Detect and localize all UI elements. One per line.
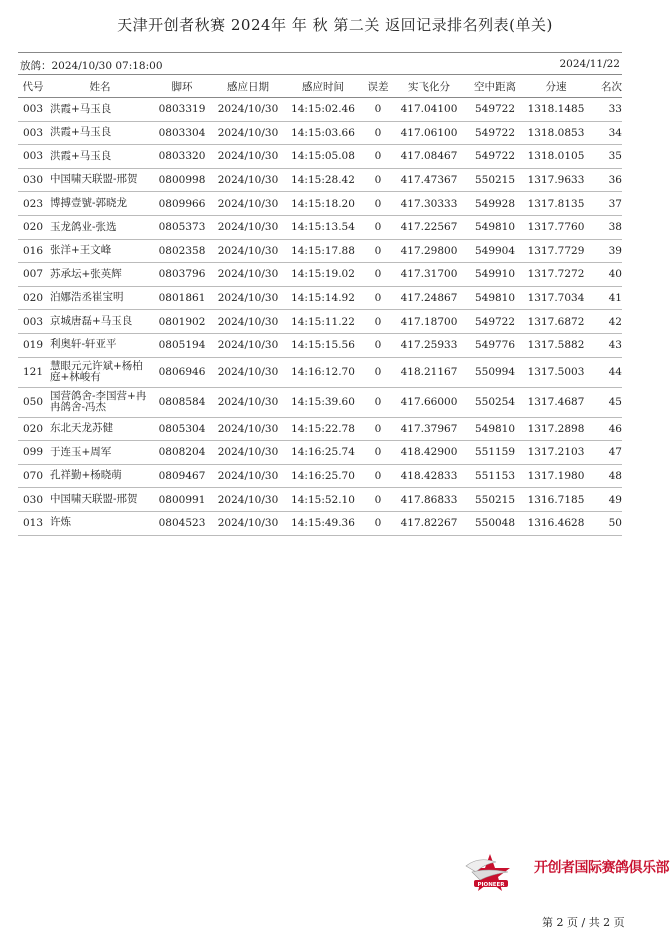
cell-code: 020 [18,286,48,310]
cell-ring: 0805373 [152,215,212,239]
cell-name: 中国啸天联盟-邢贺 [48,168,152,192]
cell-date: 2024/10/30 [212,464,284,488]
cell-fly: 417.04100 [394,98,464,122]
cell-code: 023 [18,192,48,216]
page-title: 天津开创者秋赛 2024年 年 秋 第二关 返回记录排名列表(单关) [117,16,553,34]
cell-err: 0 [362,357,394,387]
col-header-ring: 脚环 [152,75,212,98]
cell-fly: 417.82267 [394,511,464,535]
cell-dist: 550048 [464,511,526,535]
cell-err: 0 [362,239,394,263]
cell-ring: 0809966 [152,192,212,216]
cell-speed: 1317.7760 [526,215,586,239]
col-header-speed: 分速 [526,75,586,98]
cell-fly: 417.18700 [394,310,464,334]
cell-time: 14:16:25.74 [284,441,362,465]
cell-name: 许炼 [48,511,152,535]
cell-name: 玉龙鸽业-张选 [48,215,152,239]
cell-fly: 417.29800 [394,239,464,263]
cell-fly: 418.42833 [394,464,464,488]
table-row [18,357,622,387]
cell-ring: 0808584 [152,387,212,417]
cell-time: 14:16:25.70 [284,464,362,488]
cell-speed: 1317.4687 [526,387,586,417]
cell-code: 121 [18,357,48,387]
cell-date: 2024/10/30 [212,239,284,263]
cell-err: 0 [362,488,394,512]
cell-dist: 550254 [464,387,526,417]
cell-dist: 549722 [464,121,526,145]
cell-dist: 550994 [464,357,526,387]
cell-dist: 550215 [464,488,526,512]
cell-rank: 46 [586,417,622,441]
col-header-name: 姓名 [48,75,152,98]
col-header-date: 感应日期 [212,75,284,98]
cell-speed: 1317.7729 [526,239,586,263]
cell-ring: 0800991 [152,488,212,512]
cell-date: 2024/10/30 [212,488,284,512]
cell-err: 0 [362,215,394,239]
cell-time: 14:15:52.10 [284,488,362,512]
cell-fly: 417.24867 [394,286,464,310]
cell-code: 099 [18,441,48,465]
cell-name: 孔祥勤+杨晓萌 [48,464,152,488]
cell-rank: 37 [586,192,622,216]
table-row [18,168,622,192]
cell-date: 2024/10/30 [212,192,284,216]
cell-rank: 33 [586,98,622,122]
cell-rank: 41 [586,286,622,310]
cell-date: 2024/10/30 [212,121,284,145]
cell-fly: 417.08467 [394,145,464,169]
cell-time: 14:15:11.22 [284,310,362,334]
cell-name: 洪霞+马玉良 [48,145,152,169]
cell-time: 14:15:22.78 [284,417,362,441]
cell-code: 003 [18,310,48,334]
cell-code: 030 [18,488,48,512]
cell-rank: 36 [586,168,622,192]
cell-speed: 1318.0105 [526,145,586,169]
cell-fly: 417.22567 [394,215,464,239]
cell-speed: 1317.7034 [526,286,586,310]
cell-code: 050 [18,387,48,417]
cell-speed: 1317.7272 [526,263,586,287]
table-row [18,417,622,441]
cell-err: 0 [362,286,394,310]
cell-err: 0 [362,387,394,417]
cell-date: 2024/10/30 [212,145,284,169]
cell-name: 中国啸天联盟-邢贺 [48,488,152,512]
cell-ring: 0804523 [152,511,212,535]
cell-fly: 417.86833 [394,488,464,512]
cell-rank: 47 [586,441,622,465]
table-row [18,310,622,334]
cell-code: 003 [18,145,48,169]
cell-name: 张洋+王文峰 [48,239,152,263]
cell-speed: 1318.0853 [526,121,586,145]
cell-date: 2024/10/30 [212,286,284,310]
cell-rank: 45 [586,387,622,417]
cell-speed: 1316.4628 [526,511,586,535]
cell-dist: 551159 [464,441,526,465]
cell-speed: 1318.1485 [526,98,586,122]
cell-dist: 549776 [464,333,526,357]
cell-date: 2024/10/30 [212,263,284,287]
cell-time: 14:15:02.46 [284,98,362,122]
cell-fly: 417.25933 [394,333,464,357]
cell-dist: 549810 [464,286,526,310]
cell-ring: 0803304 [152,121,212,145]
cell-dist: 549722 [464,310,526,334]
cell-date: 2024/10/30 [212,417,284,441]
cell-date: 2024/10/30 [212,168,284,192]
meta-bar [18,52,622,75]
cell-code: 016 [18,239,48,263]
cell-err: 0 [362,121,394,145]
cell-speed: 1317.9633 [526,168,586,192]
cell-time: 14:15:39.60 [284,387,362,417]
table-row [18,121,622,145]
cell-code: 003 [18,98,48,122]
cell-time: 14:15:13.54 [284,215,362,239]
cell-time: 14:15:49.36 [284,511,362,535]
table-row [18,192,622,216]
cell-time: 14:15:19.02 [284,263,362,287]
cell-rank: 44 [586,357,622,387]
cell-code: 030 [18,168,48,192]
cell-time: 14:15:05.08 [284,145,362,169]
cell-fly: 417.30333 [394,192,464,216]
table-row [18,464,622,488]
table-row [18,333,622,357]
cell-name: 京城唐磊+马玉良 [48,310,152,334]
cell-fly: 417.47367 [394,168,464,192]
print-date: 2024/11/22 [559,58,620,70]
cell-speed: 1317.2898 [526,417,586,441]
cell-ring: 0802358 [152,239,212,263]
table-row [18,441,622,465]
col-header-distance: 空中距离 [464,75,526,98]
cell-name: 东北天龙苏健 [48,417,152,441]
cell-dist: 549904 [464,239,526,263]
cell-rank: 39 [586,239,622,263]
cell-dist: 549910 [464,263,526,287]
cell-name: 洪霞+马玉良 [48,121,152,145]
cell-rank: 50 [586,511,622,535]
cell-err: 0 [362,441,394,465]
cell-err: 0 [362,310,394,334]
cell-code: 007 [18,263,48,287]
col-header-code: 代号 [18,75,48,98]
cell-speed: 1317.6872 [526,310,586,334]
cell-dist: 549928 [464,192,526,216]
cell-code: 013 [18,511,48,535]
cell-code: 070 [18,464,48,488]
cell-rank: 40 [586,263,622,287]
table-row [18,387,622,417]
cell-speed: 1317.1980 [526,464,586,488]
cell-code: 019 [18,333,48,357]
cell-code: 020 [18,215,48,239]
cell-date: 2024/10/30 [212,333,284,357]
cell-ring: 0803319 [152,98,212,122]
cell-time: 14:15:15.56 [284,333,362,357]
cell-err: 0 [362,511,394,535]
cell-ring: 0808204 [152,441,212,465]
table-row [18,511,622,535]
cell-rank: 35 [586,145,622,169]
cell-rank: 38 [586,215,622,239]
cell-dist: 549722 [464,98,526,122]
cell-date: 2024/10/30 [212,215,284,239]
cell-ring: 0803320 [152,145,212,169]
cell-date: 2024/10/30 [212,511,284,535]
cell-fly: 418.21167 [394,357,464,387]
col-header-fly: 实飞化分 [394,75,464,98]
cell-fly: 417.66000 [394,387,464,417]
ranking-table [18,74,622,536]
cell-err: 0 [362,98,394,122]
cell-err: 0 [362,333,394,357]
cell-time: 14:15:17.88 [284,239,362,263]
table-row [18,145,622,169]
cell-date: 2024/10/30 [212,357,284,387]
cell-time: 14:15:14.92 [284,286,362,310]
cell-name: 慧眼元元许斌+杨柏庭+林峻有 [48,357,152,387]
cell-err: 0 [362,417,394,441]
cell-name: 国营鸽舍-李国营+冉冉鸽舍-冯杰 [48,387,152,417]
cell-ring: 0805194 [152,333,212,357]
cell-ring: 0805304 [152,417,212,441]
cell-err: 0 [362,464,394,488]
cell-fly: 417.06100 [394,121,464,145]
cell-time: 14:15:18.20 [284,192,362,216]
cell-err: 0 [362,192,394,216]
cell-rank: 42 [586,310,622,334]
cell-dist: 549810 [464,215,526,239]
cell-time: 14:15:03.66 [284,121,362,145]
cell-speed: 1317.5003 [526,357,586,387]
cell-speed: 1317.8135 [526,192,586,216]
cell-ring: 0806946 [152,357,212,387]
cell-rank: 43 [586,333,622,357]
page-number: 第 2 页 / 共 2 页 [542,916,625,929]
cell-ring: 0801861 [152,286,212,310]
cell-fly: 418.42900 [394,441,464,465]
cell-dist: 549810 [464,417,526,441]
cell-time: 14:15:28.42 [284,168,362,192]
cell-date: 2024/10/30 [212,441,284,465]
col-header-error: 误差 [362,75,394,98]
cell-code: 020 [18,417,48,441]
cell-err: 0 [362,145,394,169]
cell-date: 2024/10/30 [212,387,284,417]
cell-err: 0 [362,263,394,287]
cell-code: 003 [18,121,48,145]
table-header [18,75,622,98]
table-row [18,488,622,512]
cell-name: 洪霞+马玉良 [48,98,152,122]
cell-ring: 0800998 [152,168,212,192]
cell-name: 利奥轩-轩亚平 [48,333,152,357]
club-name: 开创者国际赛鸽俱乐部 [534,860,669,876]
table-row [18,239,622,263]
table-row [18,263,622,287]
cell-err: 0 [362,168,394,192]
cell-fly: 417.37967 [394,417,464,441]
cell-dist: 549722 [464,145,526,169]
release-time: 放鸽：2024/10/30 07:18:00 [20,60,163,72]
cell-speed: 1317.5882 [526,333,586,357]
table-row [18,215,622,239]
cell-fly: 417.31700 [394,263,464,287]
cell-date: 2024/10/30 [212,98,284,122]
cell-dist: 550215 [464,168,526,192]
col-header-rank: 名次 [586,75,622,98]
table-row [18,98,622,122]
cell-rank: 49 [586,488,622,512]
cell-speed: 1317.2103 [526,441,586,465]
cell-ring: 0809467 [152,464,212,488]
table-row [18,286,622,310]
cell-name: 泊娜浩丞崔宝明 [48,286,152,310]
cell-date: 2024/10/30 [212,310,284,334]
cell-rank: 48 [586,464,622,488]
cell-ring: 0803796 [152,263,212,287]
cell-rank: 34 [586,121,622,145]
cell-name: 于连玉+周军 [48,441,152,465]
cell-dist: 551153 [464,464,526,488]
cell-ring: 0801902 [152,310,212,334]
col-header-time: 感应时间 [284,75,362,98]
cell-speed: 1316.7185 [526,488,586,512]
cell-name: 博搏壹號-郭晓龙 [48,192,152,216]
cell-name: 苏承坛+张英辉 [48,263,152,287]
logo-badge: PIONEER [477,881,505,888]
cell-time: 14:16:12.70 [284,357,362,387]
